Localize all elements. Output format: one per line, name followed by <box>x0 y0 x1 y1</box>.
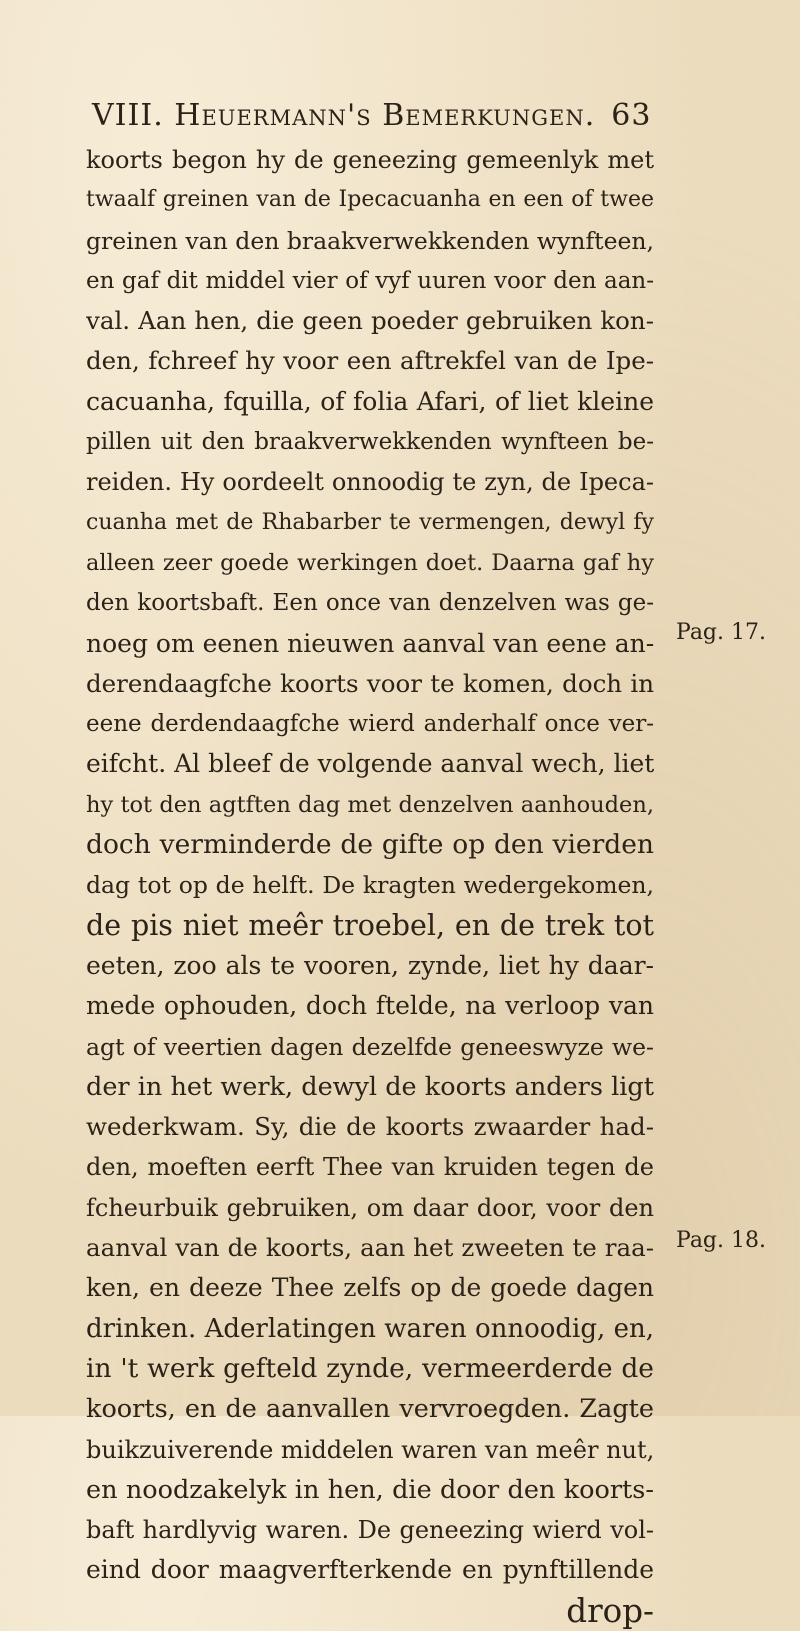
text-line: der in het werk, dewyl de koorts anders ligt <box>86 1071 654 1102</box>
body-text <box>86 140 654 1631</box>
text-line: koorts begon hy de geneezing gemeenlyk met <box>86 146 654 174</box>
text-line: doch verminderde de gifte op den vierden <box>86 829 654 861</box>
text-line: en gaf dit middel vier of vyf uuren voor den aan- <box>86 267 654 294</box>
text-line: drinken. Aderlatingen waren onnoodig, en, <box>86 1313 654 1344</box>
text-line: koorts, en de aanvallen vervroegden. Zagte <box>86 1394 654 1425</box>
text-line: dag tot op de helft. De kragten wedergekomen, <box>86 871 654 900</box>
text-line: in 't werk gefteld zynde, vermeerderde de <box>86 1352 654 1384</box>
text-line: eifcht. Al bleef de volgende aanval wech, liet <box>86 749 654 779</box>
text-line: greinen van den braakverwekkenden wynfteen, <box>86 226 654 255</box>
text-line: aanval van de koorts, aan het zweeten te raa- <box>86 1233 654 1263</box>
text-line: eene derdendaagfche wierd anderhalf once ver- <box>86 711 654 738</box>
running-title: VIII. Heuermann's Bemerkungen. <box>92 98 596 133</box>
text-line: noeg om eenen nieuwen aanval van eene an- <box>86 628 654 658</box>
text-line: cacuanha, fquilla, of folia Afari, of liet kleine <box>86 386 654 416</box>
text-line: reiden. Hy oordeelt onnoodig te zyn, de Ipeca- <box>86 468 654 497</box>
text-line: fcheurbuik gebruiken, om daar door, voor den <box>86 1193 654 1222</box>
text-line: agt of veertien dagen dezelfde geneeswyze we- <box>86 1032 654 1061</box>
text-line: hy tot den agtften dag met denzelven aanhouden, <box>86 791 654 818</box>
text-line: de pis niet meêr troebel, en de trek tot <box>86 908 654 942</box>
text-line: derendaagfche koorts voor te komen, doch in <box>86 668 654 698</box>
text-line: den koortsbaft. Een once van denzelven was ge- <box>86 590 654 617</box>
text-line: baft hardlyvig waren. De geneezing wierd vol- <box>86 1516 654 1545</box>
catchword: drop- <box>566 1591 654 1630</box>
text-line: pillen uit den braakverwekkenden wynfteen be- <box>86 429 654 456</box>
text-line: alleen zeer goede werkingen doet. Daarna gaf hy <box>86 549 654 576</box>
text-line: den, moeften eerft Thee van kruiden tegen de <box>86 1153 654 1182</box>
text-line: val. Aan hen, die geen poeder gebruiken kon- <box>86 306 654 336</box>
margin-note-page-ref: Pag. 17. <box>676 620 766 645</box>
margin-note-page-ref: Pag. 18. <box>676 1228 766 1253</box>
text-line: ken, en deeze Thee zelfs op de goede dagen <box>86 1273 654 1303</box>
text-line: mede ophouden, doch ftelde, na verloop van <box>86 991 654 1021</box>
text-line: wederkwam. Sy, die de koorts zwaarder had- <box>86 1112 654 1142</box>
text-line: twaalf greinen van de Ipecacuanha en een of twee <box>86 187 654 213</box>
text-line: en noodzakelyk in hen, die door den koorts- <box>86 1474 654 1505</box>
text-line: cuanha met de Rhabarber te vermengen, dewyl fy <box>86 509 654 535</box>
text-line: den, fchreef hy voor een aftrekfel van de Ipe- <box>86 346 654 376</box>
running-header <box>92 98 652 133</box>
page-number: 63 <box>611 98 652 133</box>
text-line: buikzuiverende middelen waren van meêr nut, <box>86 1435 654 1464</box>
text-line: eind door maagverfterkende en pynftillende <box>86 1555 654 1585</box>
text-line: eeten, zoo als te vooren, zynde, liet hy daar- <box>86 950 654 980</box>
